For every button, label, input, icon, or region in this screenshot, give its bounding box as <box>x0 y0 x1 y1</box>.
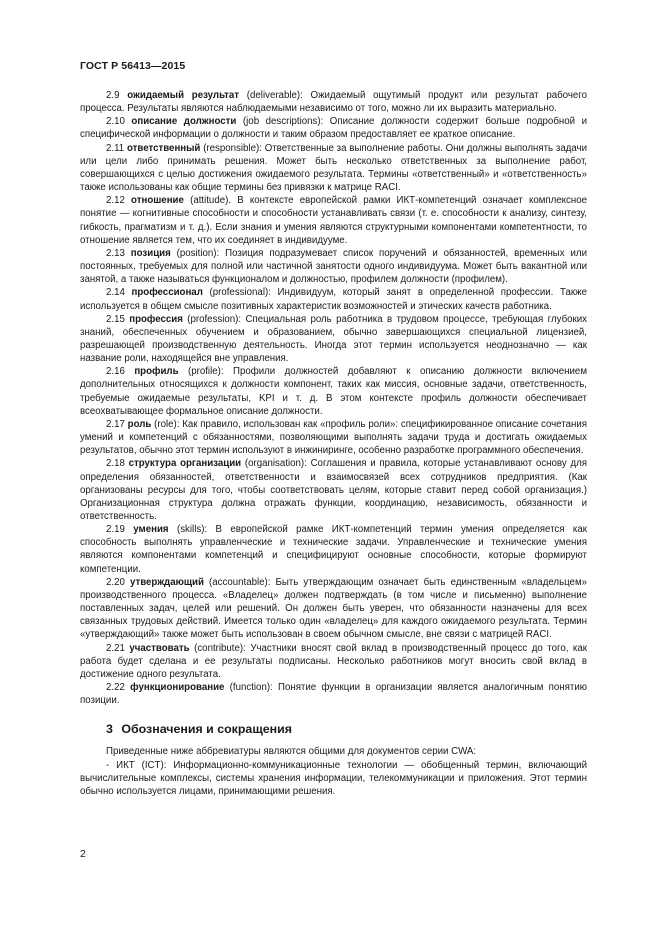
section-paragraph: Приведенные ниже аббревиатуры являются общими для документов серии CWA: <box>106 746 477 758</box>
section-paragraph: - ИКТ (ICT): Информационно-коммуникационные технологии — обобщенный термин, включающий вычислительные комплексы, системы хранения информации, телекоммуникации и приложения. Этот термин обычно используется лицами, принимающими решения. <box>80 759 587 797</box>
term-name: ответственный <box>126 142 201 154</box>
term-paragraph <box>80 142 587 195</box>
term-number: 2.16 <box>106 366 125 378</box>
term-definition: (attitude). В контексте европейской рамки ИКТ-компетенций означает комплексное понятие — когнитивные способности и способности устанавливать связи (т. е. способности к анализу, синтезу, гибкость, прагматизм и т. д.). Если знания и умения являются структурными компонентами компетентности, то отношение является тем, что их соединяет в индивидууме. <box>80 195 587 246</box>
term-number: 2.11 <box>106 142 125 154</box>
term-definition: (role): Как правило, использован как «профиль роли»: спецификированное описание сочетания умений и компетенций с обязанностями, позволяющими выполнять задачи труда и достигать ожидаемых результатов, обычно этот термин используют в инжиниринге, особенно разработке программного обеспечения. <box>80 418 587 457</box>
term-name: участвовать <box>129 642 190 654</box>
term-number: 2.12 <box>106 195 125 207</box>
term-paragraph <box>80 681 587 707</box>
section-title: Обозначения и сокращения <box>121 722 292 737</box>
term-number: 2.14 <box>106 287 125 299</box>
document-body <box>80 89 587 798</box>
term-name: роль <box>127 418 152 430</box>
term-paragraph <box>80 115 587 141</box>
term-number: 2.9 <box>106 90 120 101</box>
term-definition: (skills): В европейской рамке ИКТ-компетенций термин умения определяется как способность выполнять управленческие и технические задачи. Управленческие и технические умения являются компонентами компетенций и специфицируют основные способности, которые формируют компетенции. <box>80 524 587 575</box>
term-name: функционирование <box>130 682 225 694</box>
term-name: позиция <box>130 247 171 259</box>
term-paragraph <box>80 89 587 115</box>
term-paragraph <box>80 457 587 523</box>
term-definition: (function): Понятие функции в организации является аналогичным понятию позиции. <box>80 682 587 707</box>
term-name: утверждающий <box>129 576 204 588</box>
term-number: 2.21 <box>106 642 125 654</box>
term-name: ожидаемый результат <box>127 90 240 101</box>
term-definition: (accountable): Быть утверждающим означает быть единственным «владельцем» производственного процесса. «Владелец» должен подтверждать (в том числе и письменно) выполнение поставленных задач, целей или решений. Он должен быть уверен, что обязанности назначены для всех связанных трудовых действий. Имеется только один «владелец» для каждого ожидаемого результата. Термин «утверждающий» также может быть использован в своем обычном смысле, вне связи с матрицей RACI. <box>80 576 587 641</box>
term-name: отношение <box>131 195 184 207</box>
term-paragraph <box>80 313 587 366</box>
term-paragraph <box>80 523 587 576</box>
term-paragraph <box>80 194 587 247</box>
term-definition: (job descriptions): Описание должности содержит больше подробной и специфической информации о должности и таким образом предоставляет ее краткое описание. <box>80 116 587 141</box>
term-paragraph <box>80 247 587 286</box>
term-definition: (profile): Профили должностей добавляют к описанию должности включением дополнительных относящихся к должности компонент, таких как миссия, основные задачи, ответственность, требуемые ожидаемые результаты, KPI и т. д. В этом контексте профиль должности обеспечивает всеохватывающее формальное описание должности. <box>80 366 587 417</box>
term-paragraph <box>80 576 587 642</box>
term-paragraph <box>80 286 587 312</box>
section-number: 3 <box>106 722 113 737</box>
term-definition: (professional): Индивидуум, который занят в определенной профессии. Также используется в общем смысле позитивных характеристик возможностей и этических качеств работника. <box>80 287 587 312</box>
standard-header: ГОСТ Р 56413—2015 <box>80 60 186 72</box>
term-number: 2.10 <box>106 116 125 128</box>
term-definition: (contribute): Участники вносят свой вклад в производственный процесс до того, как работа будет сделана и ее результаты подписаны. Несколько работников могут вносить свой вклад в достижение одного результата. <box>80 642 587 680</box>
term-name: профиль <box>134 366 179 378</box>
term-number: 2.18 <box>106 458 125 470</box>
term-name: структура организации <box>128 458 242 470</box>
term-paragraph <box>80 365 587 418</box>
term-paragraph <box>80 418 587 457</box>
term-definition: (deliverable): Ожидаемый ощутимый продукт или результат рабочего процесса. Результаты являются наблюдаемыми независимо от того, можно ли их выразить материально. <box>80 90 587 115</box>
term-number: 2.17 <box>106 418 125 430</box>
term-number: 2.20 <box>106 576 125 588</box>
term-number: 2.15 <box>106 313 125 325</box>
terms-list <box>80 89 587 707</box>
section-heading <box>80 721 587 737</box>
term-name: умения <box>133 524 169 536</box>
term-definition: (position): Позиция подразумевает список поручений и обязанностей, временных или постоянных, требуемых для полной или частичной занятости одного индивидуума. Может быть вакантной или занятой, а также называться функционалом и должностью, профилем должности (профилем). <box>80 247 587 286</box>
term-number: 2.22 <box>106 682 125 694</box>
term-number: 2.19 <box>106 524 125 536</box>
term-number: 2.13 <box>106 247 125 259</box>
term-name: профессия <box>129 313 183 325</box>
page-number: 2 <box>80 848 86 860</box>
section-paragraphs <box>80 745 587 798</box>
term-definition: (profession): Специальная роль работника в трудовом процессе, требующая глубоких знаний, обеспеченных обучением и образованием, обычно завершающихся специальной лицензией, разрешающей производственную деятельность. Иногда этот термин используется неоднозначно — как название роли, находящейся вне управления. <box>80 313 587 365</box>
term-definition: (organisation): Соглашения и правила, которые устанавливают основу для определения обязанностей, ответственности и взаимосвязей всех сотрудников предприятия. (Как организованы ресурсы для того, чтобы соответствовать целям, которые ставит перед собой организация.) Организационная структура должна отражать функции, координацию, независимость, обязанности и ответственность. <box>80 458 587 522</box>
term-name: профессионал <box>131 287 203 299</box>
term-definition: (responsible): Ответственные за выполнение работы. Они должны выполнять задачи или цели либо принимать решения. Может быть несколько ответственных за выполнение работ, совершающихся с целью достижения ожидаемого результата. Термины «ответственный» и «ответственность» также использованы как общие термины без привязки к матрице RACI. <box>80 142 587 194</box>
term-name: описание должности <box>131 116 237 128</box>
term-paragraph <box>80 642 587 681</box>
